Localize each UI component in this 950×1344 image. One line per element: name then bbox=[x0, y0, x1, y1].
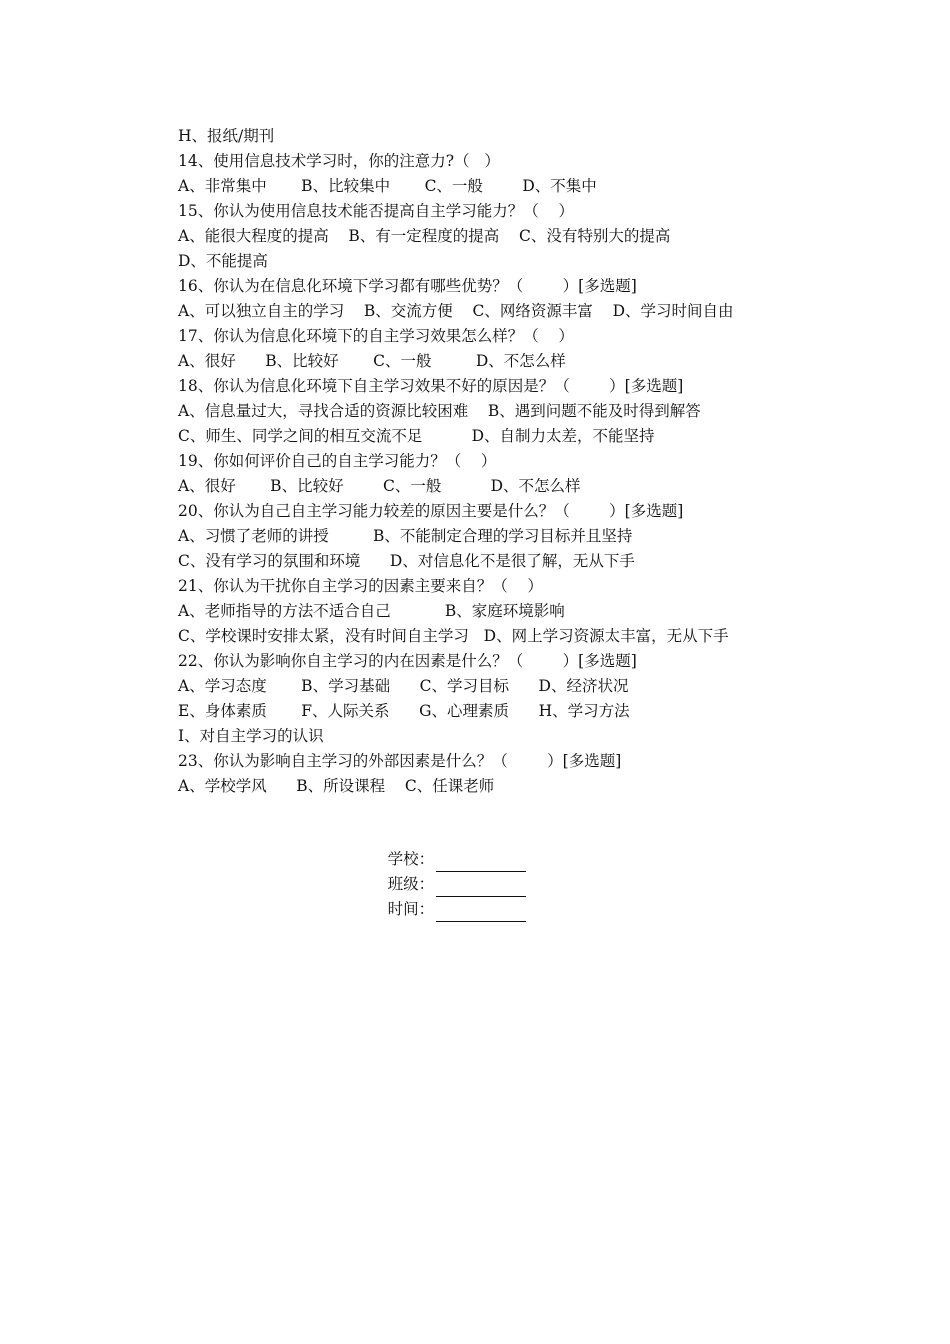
options-22-e-h: E、身体素质 F、人际关系 G、心理素质 H、学习方法 bbox=[178, 702, 630, 720]
school-blank-line[interactable] bbox=[436, 854, 526, 872]
question-20: 20、你认为自己自主学习能力较差的原因主要是什么？（ ）[多选题] bbox=[178, 502, 684, 520]
question-16: 16、你认为在信息化环境下学习都有哪些优势？（ ）[多选题] bbox=[178, 277, 637, 295]
class-label: 班级： bbox=[387, 875, 435, 893]
time-blank-line[interactable] bbox=[436, 904, 526, 922]
options-22-a-d: A、学习态度 B、学习基础 C、学习目标 D、经济状况 bbox=[178, 677, 629, 695]
question-17: 17、你认为信息化环境下的自主学习效果怎么样？（ ） bbox=[178, 327, 574, 345]
options-20-c-d: C、没有学习的氛围和环境 D、对信息化不是很了解，无从下手 bbox=[178, 552, 635, 570]
option-line: H、报纸/期刊 bbox=[178, 127, 275, 145]
school-label: 学校： bbox=[387, 850, 435, 868]
questionnaire-body bbox=[178, 124, 878, 799]
options-19: A、很好 B、比较好 C、一般 D、不怎么样 bbox=[178, 477, 581, 495]
class-blank-line[interactable] bbox=[436, 879, 526, 897]
options-16: A、可以独立自主的学习 B、交流方便 C、网络资源丰富 D、学习时间自由 bbox=[178, 302, 734, 320]
options-22-i: I、对自主学习的认识 bbox=[178, 727, 324, 745]
signature-block bbox=[358, 822, 658, 918]
question-22: 22、你认为影响你自主学习的内在因素是什么？（ ）[多选题] bbox=[178, 652, 637, 670]
question-23: 23、你认为影响自主学习的外部因素是什么？（ ）[多选题] bbox=[178, 752, 622, 770]
school-row bbox=[358, 822, 658, 868]
question-21: 21、你认为干扰你自主学习的因素主要来自？（ ） bbox=[178, 577, 543, 595]
question-19: 19、你如何评价自己的自主学习能力？（ ） bbox=[178, 452, 497, 470]
options-18-a-b: A、信息量过大，寻找合适的资源比较困难 B、遇到问题不能及时得到解答 bbox=[178, 402, 701, 420]
options-18-c-d: C、师生、同学之间的相互交流不足 D、自制力太差，不能坚持 bbox=[178, 427, 655, 445]
options-14: A、非常集中 B、比较集中 C、一般 D、不集中 bbox=[178, 177, 597, 195]
options-15-cont: D、不能提高 bbox=[178, 252, 268, 270]
question-14: 14、使用信息技术学习时，你的注意力?（ ） bbox=[178, 152, 500, 170]
question-18: 18、你认为信息化环境下自主学习效果不好的原因是？（ ）[多选题] bbox=[178, 377, 684, 395]
question-15: 15、你认为使用信息技术能否提高自主学习能力？（ ） bbox=[178, 202, 574, 220]
options-21-a-b: A、老师指导的方法不适合自己 B、家庭环境影响 bbox=[178, 602, 565, 620]
options-23: A、学校学风 B、所设课程 C、任课老师 bbox=[178, 777, 495, 795]
time-label: 时间： bbox=[387, 900, 435, 918]
options-20-a-b: A、习惯了老师的讲授 B、不能制定合理的学习目标并且坚持 bbox=[178, 527, 633, 545]
options-15: A、能很大程度的提高 B、有一定程度的提高 C、没有特别大的提高 bbox=[178, 227, 671, 245]
options-21-c-d: C、学校课时安排太紧，没有时间自主学习 D、网上学习资源太丰富，无从下手 bbox=[178, 627, 729, 645]
options-17: A、很好 B、比较好 C、一般 D、不怎么样 bbox=[178, 352, 566, 370]
